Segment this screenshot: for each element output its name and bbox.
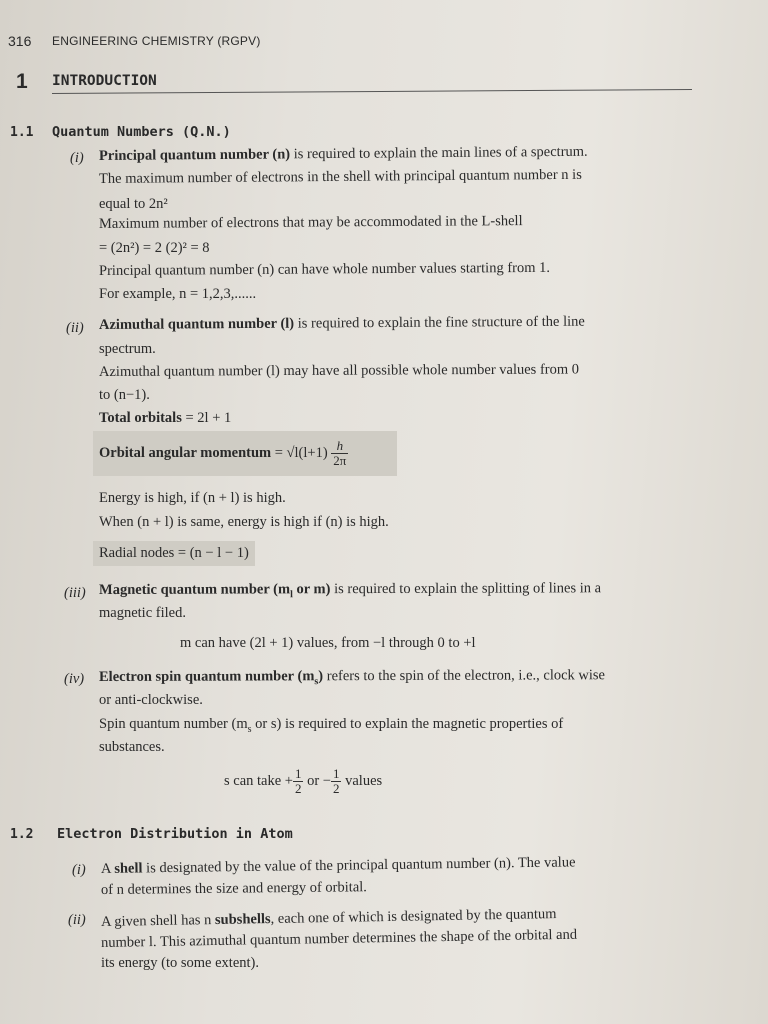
running-header-title: ENGINEERING CHEMISTRY (RGPV) [52, 34, 261, 48]
fraction-denominator: 2 [332, 781, 340, 797]
radial-nodes-box: Radial nodes = (n − l − 1) [93, 541, 255, 566]
oam-equation: = √l(l+1) [271, 445, 328, 461]
text-span: A [100, 860, 115, 877]
text-span: refers to the spin of the electron, i.e., clock wise [323, 667, 605, 685]
term-bold: Azimuthal quantum number (l) [98, 315, 295, 333]
paragraph-line [99, 578, 601, 606]
paragraph-line: When (n + l) is same, energy is high if (n) is high. [99, 514, 389, 530]
section-title: Electron Distribution in Atom [57, 826, 293, 842]
section-title: Quantum Numbers (Q.N.) [52, 124, 231, 140]
paragraph-line [99, 142, 588, 166]
item-marker: (i) [72, 862, 86, 878]
paragraph-line: Principal quantum number (n) can have whole number values starting from 1. [98, 259, 551, 279]
term-bold [98, 668, 324, 688]
text-span: is required to explain the splitting of lines in a [330, 580, 602, 598]
text-span: or m) [292, 581, 331, 598]
orbital-angular-momentum-box [93, 431, 397, 476]
text-span: or s) is required to explain the magnetic properties of [251, 716, 564, 732]
section-number: 1.2 [10, 827, 34, 842]
paragraph-line [101, 852, 576, 879]
text-span: s can take + [224, 773, 293, 789]
chapter-number: 1 [16, 70, 28, 93]
term-bold [98, 581, 331, 601]
chapter-rule [52, 89, 692, 94]
page-number: 316 [8, 33, 32, 49]
equation-line: m can have (2l + 1) values, from −l through 0 to +l [180, 635, 476, 651]
paragraph-line: equal to 2n² [99, 196, 168, 212]
paragraph-line: to (n−1). [99, 387, 150, 403]
oam-label: Orbital angular momentum [99, 445, 272, 461]
paragraph-line: spectrum. [99, 341, 156, 357]
item-marker: (ii) [66, 320, 84, 336]
term-bold: shell [114, 860, 143, 877]
paragraph-line: magnetic filed. [99, 605, 186, 621]
text-span: ) [318, 668, 324, 685]
paragraph-line [99, 714, 563, 740]
paragraph-line [99, 665, 605, 693]
text-span: values [341, 773, 383, 789]
equation-line: = (2n²) = 2 (2)² = 8 [99, 240, 210, 256]
paragraph-line: For example, n = 1,2,3,...... [99, 286, 257, 302]
item-marker: (iv) [64, 671, 85, 687]
fraction-half [331, 767, 342, 796]
subscript: s [247, 723, 252, 735]
text-span: Spin quantum number (m [99, 716, 248, 732]
spin-values-equation [224, 763, 382, 799]
paragraph-line: Maximum number of electrons that may be accommodated in the L-shell [98, 213, 523, 232]
paragraph-line: its energy (to some extent). [101, 955, 259, 971]
text-span: is required to explain the main lines of a spectrum. [290, 143, 588, 163]
chapter-title: INTRODUCTION [52, 73, 157, 89]
subscript: s [314, 676, 319, 688]
paragraph-line: substances. [99, 739, 165, 755]
text-span: A given shell has n [100, 912, 216, 930]
fraction-denominator: 2 [294, 781, 302, 797]
paragraph-line: Energy is high, if (n + l) is high. [99, 490, 286, 506]
text-span: or − [303, 773, 331, 789]
text-span: , each one of which is designated by the quantum [270, 906, 557, 928]
item-marker: (ii) [68, 912, 86, 928]
fraction-h-over-2pi [331, 439, 348, 468]
subscript: l [290, 589, 293, 601]
fraction-numerator: h [331, 439, 348, 454]
paragraph-line: The maximum number of electrons in the shell with principal quantum number n is [98, 166, 582, 187]
fraction-numerator: 1 [294, 766, 302, 782]
paragraph-line: of n determines the size and energy of orbital. [100, 879, 367, 898]
term-bold: subshells [214, 911, 271, 929]
section-number: 1.1 [10, 125, 34, 140]
term-bold: Principal quantum number (n) [98, 146, 291, 164]
text-span: Magnetic quantum number (m [98, 581, 291, 598]
text-span: is required to explain the fine structure of the line [294, 313, 585, 332]
text-span: is designated by the value of the principal quantum number (n). The value [142, 854, 576, 877]
fraction-denominator: 2π [333, 453, 347, 469]
fraction-half [293, 767, 304, 796]
total-orbitals-value: = 2l + 1 [181, 410, 232, 426]
paragraph-line: number l. This azimuthal quantum number determines the shape of the orbital and [100, 926, 578, 951]
paragraph-line: Azimuthal quantum number (l) may have all possible whole number values from 0 [98, 361, 580, 380]
fraction-numerator: 1 [332, 766, 340, 782]
paragraph-line: or anti-clockwise. [99, 692, 203, 708]
total-orbitals-line [99, 408, 231, 428]
total-orbitals-label: Total orbitals [99, 410, 182, 426]
item-marker: (i) [70, 150, 84, 166]
item-marker: (iii) [64, 585, 86, 601]
paragraph-line [99, 312, 585, 335]
text-span: Electron spin quantum number (m [98, 668, 315, 685]
